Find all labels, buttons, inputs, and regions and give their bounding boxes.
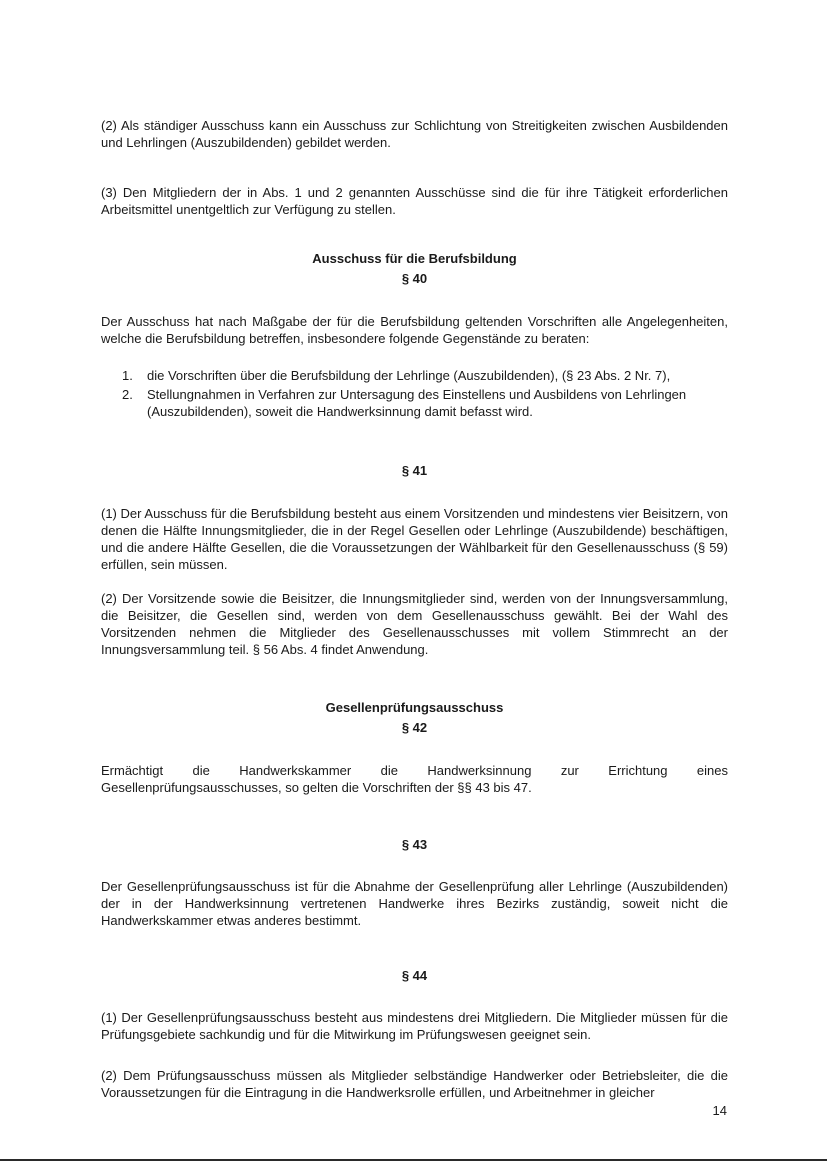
paragraph-44-1: (1) Der Gesellenprüfungsausschuss besteht aus mindestens drei Mitgliedern. Die Mitglieder müssen für die Prüfungsgebiete sachkundig und für die Mitwirkung im Prüfungswesen geeignet sein.: [101, 1010, 728, 1042]
list-item-text: Stellungnahmen in Verfahren zur Untersagung des Einstellens und Ausbildens von Lehrlingen (Auszubildenden), soweit die Handwerksinnung damit befasst wird.: [147, 387, 687, 419]
paragraph-41-2: (2) Der Vorsitzende sowie die Beisitzer, die Innungsmitglieder sind, werden von der Innungsversammlung, die Beisitzer, die Gesellen sind, werden von dem Gesellenausschuss gewählt. Bei der Wahl des Vorsitzenden nehmen die Mitglieder des Gesellenausschusses mit vollem Stimmrecht an der Innungsversammlung teil. § 56 Abs. 4 findet Anwendung.: [101, 591, 728, 657]
section-number-43: § 43: [401, 837, 428, 852]
list-item: [101, 367, 728, 384]
list-item-number: 2.: [122, 387, 133, 402]
paragraph-41-1: (1) Der Ausschuss für die Berufsbildung besteht aus einem Vorsitzenden und mindestens vier Beisitzern, von denen die Hälfte Innungsmitglieder, die in der Regel Gesellen oder Lehrlinge (Auszubildende) beschäftigen, und die andere Hälfte Gesellen, die die Voraussetzungen der Wählbarkeit für den Gesellenausschuss (§ 59) erfüllen, sein müssen.: [101, 506, 728, 572]
page-number: 14: [712, 1103, 727, 1118]
paragraph-43: Der Gesellenprüfungsausschuss ist für die Abnahme der Gesellenprüfung aller Lehrlinge (Auszubildenden) der in der Handwerksinnung vertretenen Handwerke ihres Bezirks zuständig, soweit nicht die Handwerkskammer etwas anderes bestimmt.: [101, 879, 728, 928]
list-item-text: die Vorschriften über die Berufsbildung der Lehrlinge (Auszubildenden), (§ 23 Abs. 2 Nr. 7),: [147, 368, 671, 383]
section-title-gesellenpruefung: Gesellenprüfungsausschuss: [325, 700, 504, 715]
list-item: [101, 386, 728, 420]
section-number-42: § 42: [401, 720, 428, 735]
paragraph-44-2: (2) Dem Prüfungsausschuss müssen als Mitglieder selbständige Handwerker oder Betriebsleiter, die die Voraussetzungen für die Eintragung in die Handwerksrolle erfüllen, und Arbeitnehmer in gleicher: [101, 1068, 728, 1100]
paragraph-42: Ermächtigt die Handwerkskammer die Handwerksinnung zur Errichtung eines Gesellenprüfungsausschusses, so gelten die Vorschriften der §§ 43 bis 47.: [101, 763, 728, 795]
section-title-berufsbildung: Ausschuss für die Berufsbildung: [312, 251, 517, 266]
paragraph-40-intro: Der Ausschuss hat nach Maßgabe der für die Berufsbildung geltenden Vorschriften alle Angelegenheiten, welche die Berufsbildung betreffen, insbesondere folgende Gegenstände zu beraten:: [101, 314, 728, 346]
paragraph-39-2: (2) Als ständiger Ausschuss kann ein Ausschuss zur Schlichtung von Streitigkeiten zwischen Ausbildenden und Lehrlingen (Auszubildenden) gebildet werden.: [101, 118, 728, 150]
paragraph-39-3: (3) Den Mitgliedern der in Abs. 1 und 2 genannten Ausschüsse sind die für ihre Tätigkeit erforderlichen Arbeitsmittel unentgeltlich zur Verfügung zu stellen.: [101, 185, 728, 217]
section-number-44: § 44: [401, 968, 428, 983]
section-number-40: § 40: [401, 271, 428, 286]
list-item-number: 1.: [122, 368, 133, 383]
bottom-divider: [0, 1159, 827, 1161]
list-40: [101, 367, 728, 422]
section-number-41: § 41: [401, 463, 428, 478]
